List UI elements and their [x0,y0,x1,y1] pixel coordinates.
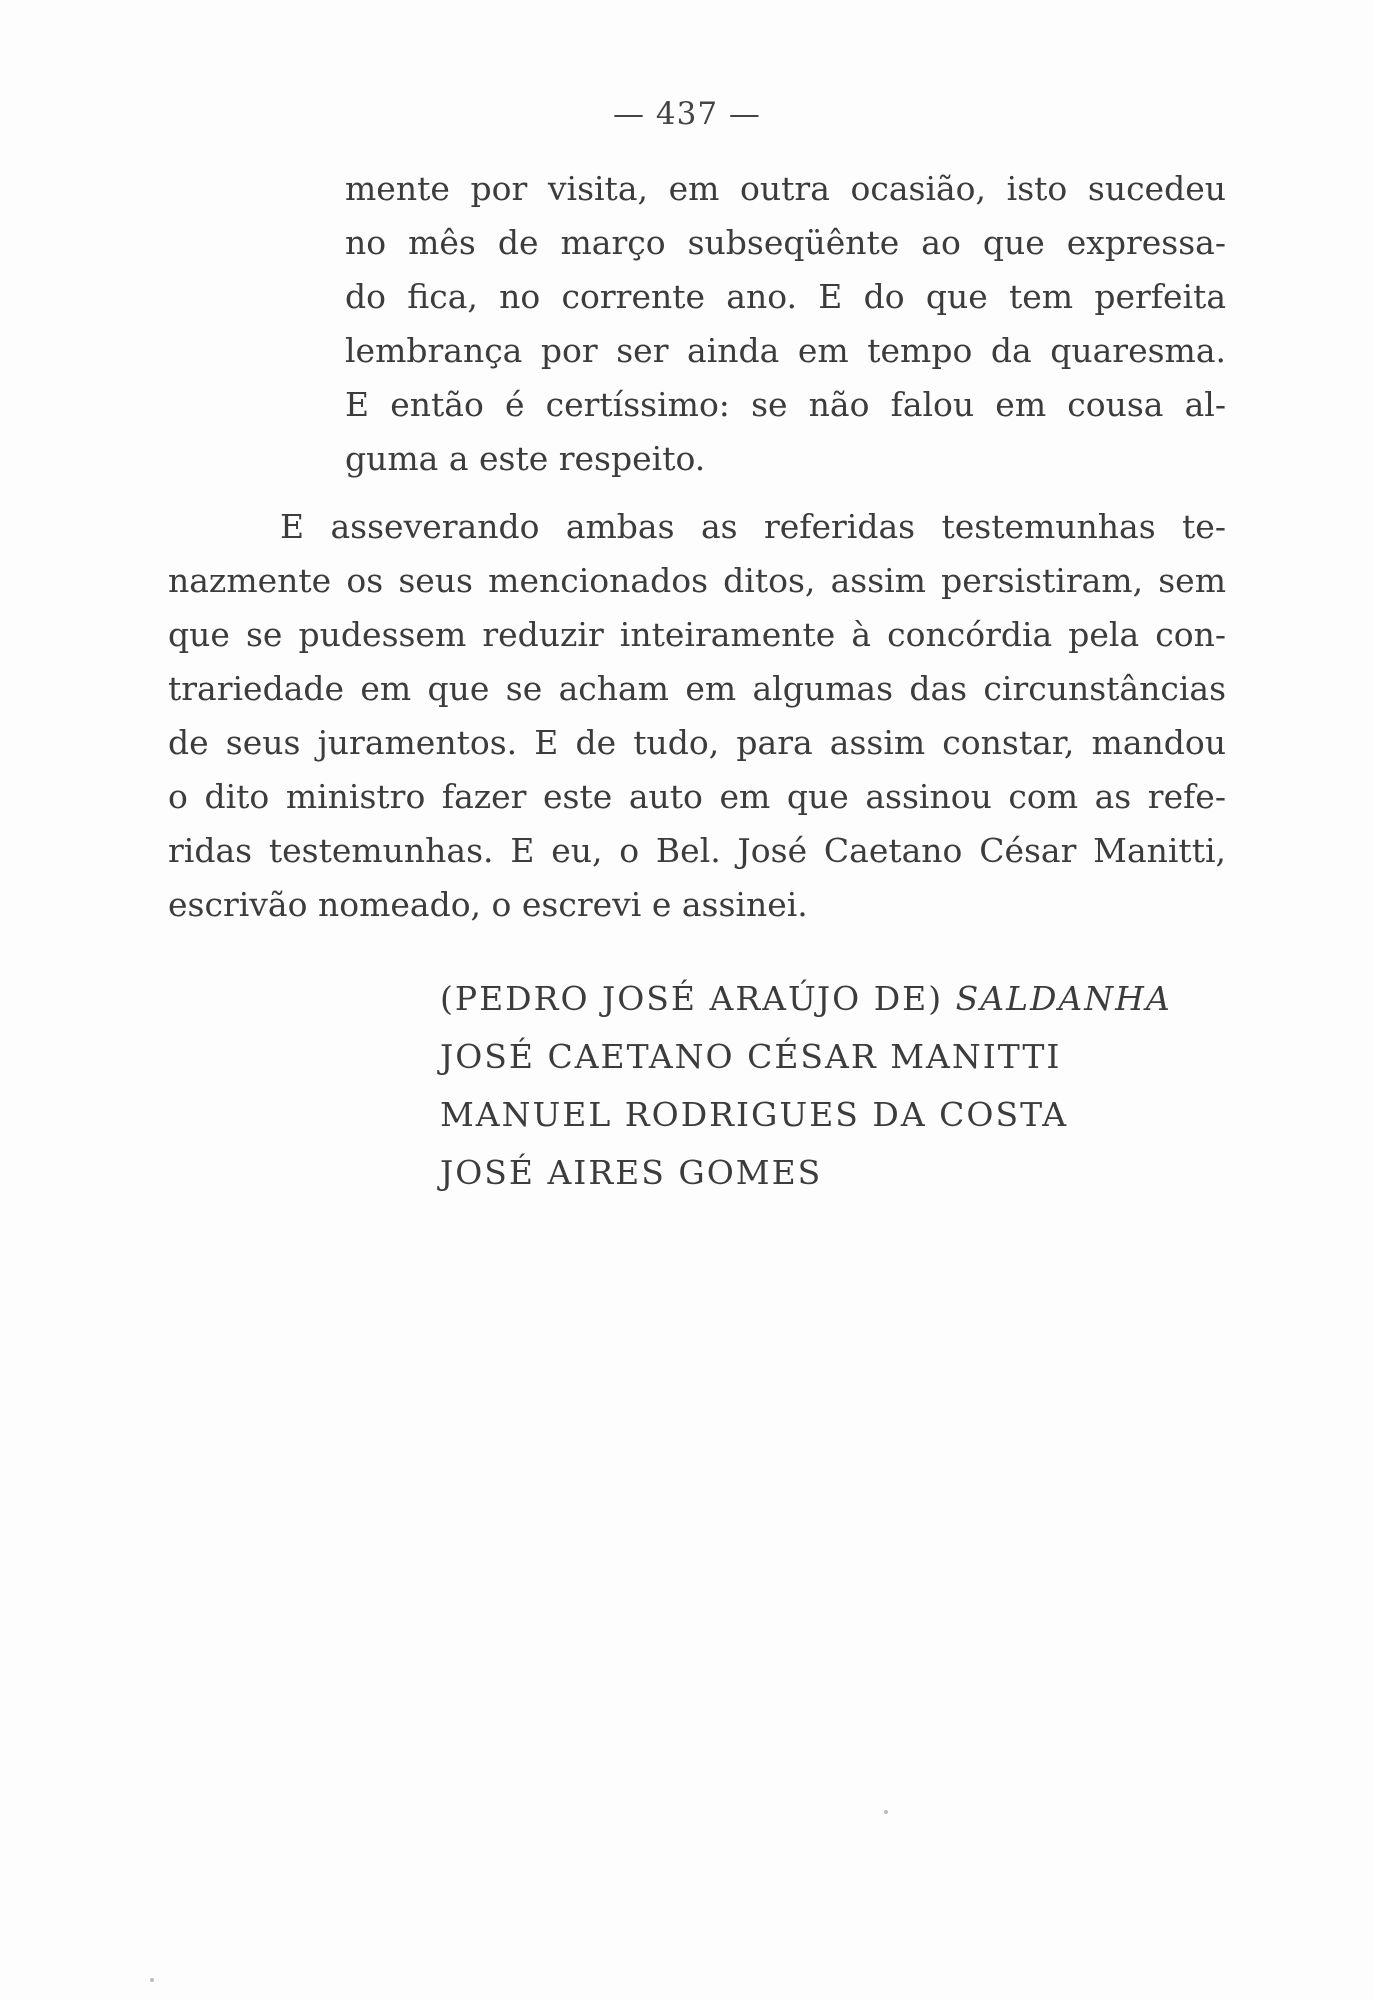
paragraph-closing [168,500,1226,932]
signature-surname: SALDANHA [955,979,1172,1018]
text-line: do fica, no corrente ano. E do que tem perfeita [345,277,1226,316]
text-line: que se pudessem reduzir inteiramente à concórdia pela con- [168,615,1226,654]
text-line: trariedade em que se acham em algumas das circunstâncias [168,669,1226,708]
text-line: E asseverando ambas as referidas testemunhas te- [280,507,1226,546]
signature-gomes: JOSÉ AIRES GOMES [440,1153,823,1192]
text-line: mente por visita, em outra ocasião, isto sucedeu [345,169,1226,208]
text-line: nazmente os seus mencionados ditos, assim persistiram, sem [168,561,1226,600]
text-line: ridas testemunhas. E eu, o Bel. José Caetano César Manitti, [168,831,1226,870]
paragraph-continuation [345,162,1226,486]
paper-speck [884,1810,888,1814]
text-line: o dito ministro fazer este auto em que assinou com as refe- [168,777,1226,816]
text-line: no mês de março subseqüênte ao que expressa- [345,223,1226,262]
page-number: — 437 — [613,96,761,132]
text-line: de seus juramentos. E de tudo, para assim constar, mandou [168,723,1226,762]
signature-saldanha [440,970,1220,1028]
signature-costa: MANUEL RODRIGUES DA COSTA [440,1095,1069,1134]
text-line: E então é certíssimo: se não falou em cousa al- [345,385,1226,424]
signature-prefix: (PEDRO JOSÉ ARAÚJO DE) [440,979,944,1018]
text-line: guma a este respeito. [345,439,706,478]
text-line: lembrança por ser ainda em tempo da quaresma. [345,331,1226,370]
text-line: escrivão nomeado, o escrevi e assinei. [168,885,808,924]
paper-speck [150,1978,154,1982]
signature-manitti: JOSÉ CAETANO CÉSAR MANITTI [440,1037,1062,1076]
signature-block [440,970,1220,1202]
